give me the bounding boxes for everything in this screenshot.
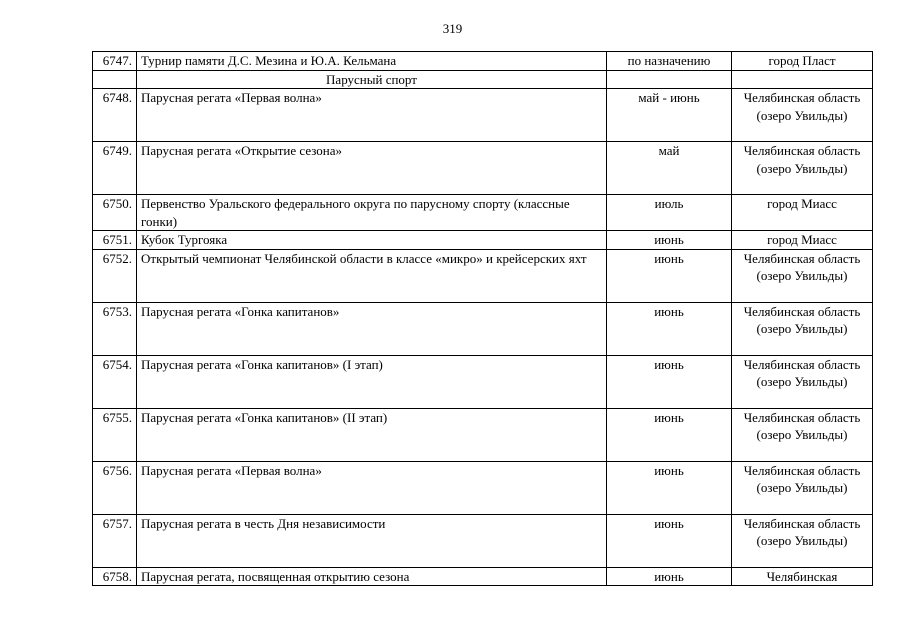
event-name: Парусная регата «Первая волна» [137,89,607,142]
event-name: Парусная регата в честь Дня независимости [137,514,607,567]
event-location: Челябинская область (озеро Увильды) [732,461,873,514]
event-name: Парусная регата «Первая волна» [137,461,607,514]
event-location: Челябинская область (озеро Увильды) [732,302,873,355]
section-num-cell [93,70,137,89]
event-period: июнь [607,249,732,302]
event-name: Парусная регата «Гонка капитанов» (II этап) [137,408,607,461]
table-row [93,195,873,231]
table-row [93,249,873,302]
event-period: май [607,142,732,195]
table-row [93,514,873,567]
event-location: город Миасс [732,195,873,231]
table-row [93,89,873,142]
event-name: Парусная регата «Открытие сезона» [137,142,607,195]
event-period: июль [607,195,732,231]
event-name: Первенство Уральского федерального округа по парусному спорту (классные гонки) [137,195,607,231]
table-row [93,567,873,586]
section-title: Парусный спорт [137,70,607,89]
event-location: Челябинская область (озеро Увильды) [732,408,873,461]
event-period: июнь [607,461,732,514]
event-location: Челябинская область (озеро Увильды) [732,142,873,195]
table-row [93,302,873,355]
row-number: 6747. [93,52,137,71]
event-location: Челябинская [732,567,873,586]
row-number: 6752. [93,249,137,302]
event-name: Парусная регата, посвященная открытию сезона [137,567,607,586]
event-period: июнь [607,408,732,461]
events-table-body [93,52,873,586]
event-period: июнь [607,355,732,408]
table-row [93,231,873,250]
row-number: 6756. [93,461,137,514]
section-row [93,70,873,89]
event-location: Челябинская область (озеро Увильды) [732,89,873,142]
section-empty-cell [607,70,732,89]
page-number: 319 [442,21,463,36]
event-period: июнь [607,302,732,355]
events-table [92,51,873,586]
row-number: 6753. [93,302,137,355]
row-number: 6751. [93,231,137,250]
row-number: 6755. [93,408,137,461]
event-location: город Пласт [732,52,873,71]
row-number: 6750. [93,195,137,231]
event-period: июнь [607,231,732,250]
table-row [93,461,873,514]
event-period: май - июнь [607,89,732,142]
event-name: Турнир памяти Д.С. Мезина и Ю.А. Кельмана [137,52,607,71]
event-period: июнь [607,567,732,586]
row-number: 6748. [93,89,137,142]
row-number: 6754. [93,355,137,408]
event-name: Парусная регата «Гонка капитанов» [137,302,607,355]
event-name: Парусная регата «Гонка капитанов» (I этап) [137,355,607,408]
event-location: Челябинская область (озеро Увильды) [732,249,873,302]
event-location: Челябинская область (озеро Увильды) [732,355,873,408]
row-number: 6749. [93,142,137,195]
event-period: июнь [607,514,732,567]
section-empty-cell [732,70,873,89]
table-row [93,142,873,195]
table-row [93,52,873,71]
table-row [93,408,873,461]
event-period: по назначению [607,52,732,71]
table-row [93,355,873,408]
event-name: Открытый чемпионат Челябинской области в классе «микро» и крейсерских яхт [137,249,607,302]
row-number: 6757. [93,514,137,567]
event-location: Челябинская область (озеро Увильды) [732,514,873,567]
event-location: город Миасс [732,231,873,250]
row-number: 6758. [93,567,137,586]
event-name: Кубок Тургояка [137,231,607,250]
